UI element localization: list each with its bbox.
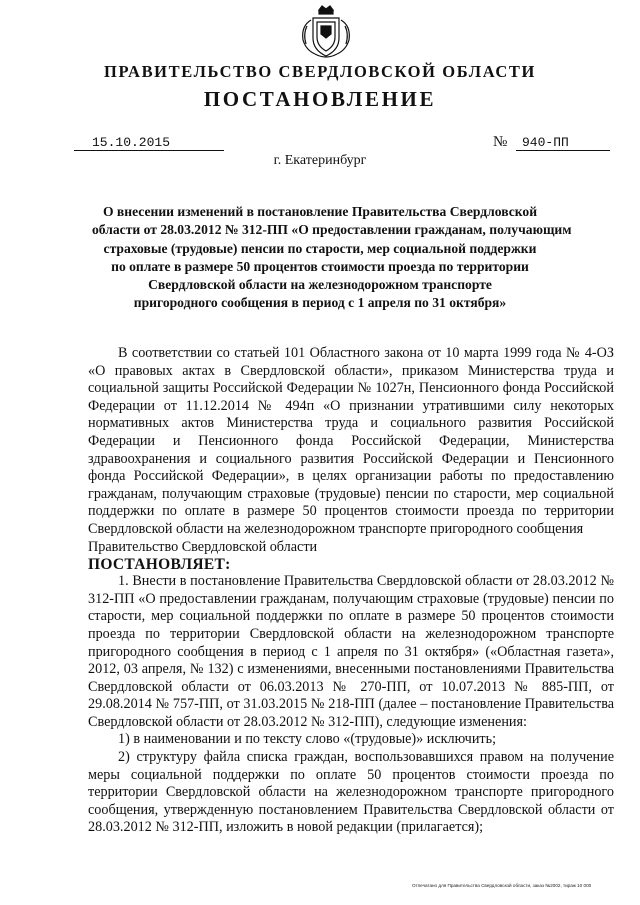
document-number: 940-ПП xyxy=(516,136,610,151)
title-line: О внесении изменений в постановление Правительства Свердловской xyxy=(102,204,538,219)
preamble-paragraph: В соответствии со статьей 101 Областного закона от 10 марта 1999 года № 4-ОЗ «О правовых актах в Свердловской области», приказом Министерства труда и социальной защиты Российской Федерации № 1027н, Пенсионного фонда Российской Федерации от 11.12.2014 № 494п «О признании утратившими силу некоторых нормативных актов Министерства труда и социального развития Российской Федерации и Пенсионного фонда Российской Федерации, Министерства здравоохранения и социального развития Российской Федерации и Пенсионного фонда Российской Федерации», в целях организации работы по предоставлению гражданам, получающим страховые (трудовые) пенсии по старости, мер социальной поддержки по оплате в размере 50 процентов стоимости проезда по территории Свердловской области на железнодорожном транспорте пригородного сообщения xyxy=(88,345,614,537)
signatory: Правительство Свердловской области xyxy=(88,538,318,555)
title-line: пригородного сообщения в период с 1 апреля по 31 октября» xyxy=(133,295,507,311)
document-title xyxy=(92,203,572,313)
item-1-2: 2) структуру файла списка граждан, воспользовавшихся правом на получение меры социальной поддержки по оплате 50 процентов стоимости проезда по территории Свердловской области на железнодорожном транспорте пригородного сообщения, утвержденную постановлением Правительства Свердловской области от 28.03.2012 № 312-ПП, изложить в новой редакции (прилагается); xyxy=(88,749,614,836)
title-line: по оплате в размере 50 процентов стоимости проезда по территории xyxy=(111,258,529,274)
title-line: области от 28.03.2012 № 312-ПП «О предоставлении гражданам, получающим xyxy=(92,222,572,238)
document-type: ПОСТАНОВЛЕНИЕ xyxy=(203,87,437,111)
item-1-1: 1) в наименовании и по тексту слово «(трудовые)» исключить; xyxy=(118,731,497,748)
print-footer: Отпечатано для Правительства Свердловской области, заказ №2002, тираж 10 000 xyxy=(412,883,592,888)
title-line: страховые (трудовые) пенсии по старости, мер социальной поддержки xyxy=(103,240,537,256)
document-date: 15.10.2015 xyxy=(74,136,224,151)
resolves-heading: ПОСТАНОВЛЯЕТ: xyxy=(88,556,231,574)
government-name: ПРАВИТЕЛЬСТВО СВЕРДЛОВСКОЙ ОБЛАСТИ xyxy=(104,62,536,81)
number-sign: № xyxy=(493,134,508,150)
coat-of-arms-icon xyxy=(297,4,355,60)
city: г. Екатеринбург xyxy=(273,153,367,168)
document-body xyxy=(88,345,614,837)
item-1: 1. Внести в постановление Правительства Свердловской области от 28.03.2012 № 312-ПП «О предоставлении гражданам, получающим страховые (трудовые) пенсии по старости, мер социальной поддержки по оплате в размере 50 процентов стоимости проезда по территории Свердловской области на железнодорожном транспорте пригородного сообщения в период с 1 апреля по 31 октября» («Областная газета», 2012, 03 апреля, № 132) с изменениями, внесенными постановлениями Правительства Свердловской области от 06.03.2013 № 270-ПП, от 10.07.2013 № 885-ПП, от 29.08.2014 № 757-ПП, от 31.03.2015 № 218-ПП (далее – постановление Правительства Свердловской области от 28.03.2012 № 312-ПП), следующие изменения: xyxy=(88,573,614,730)
title-line: Свердловской области на железнодорожном транспорте xyxy=(148,277,492,293)
